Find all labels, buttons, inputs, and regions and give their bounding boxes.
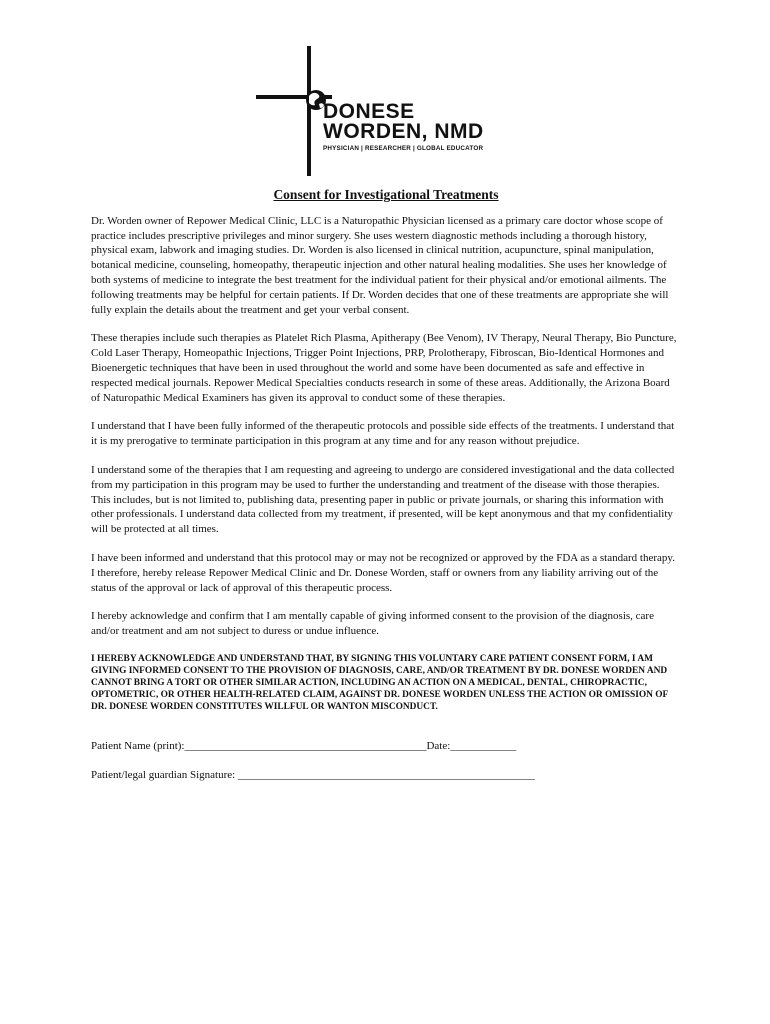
consent-document	[91, 188, 681, 797]
brand-tagline: PHYSICIAN | RESEARCHER | GLOBAL EDUCATOR	[323, 145, 484, 152]
document-title: Consent for Investigational Treatments	[273, 187, 499, 202]
paragraph-capacity: I hereby acknowledge and confirm that I am mentally capable of giving informed consent to the provision of the diagnosis, care and/or treatment and am not subject to duress or undue influence.	[91, 610, 654, 638]
paragraph-fda: I have been informed and understand that this protocol may or may not be recognized or approved by the FDA as a standard therapy. I therefore, hereby release Repower Medical Clinic and Dr. Donese Worden, staff or owners from any liability arriving out of the status of the approval or lack of approval of this therapeutic process.	[91, 551, 675, 594]
paragraph-scope: Dr. Worden owner of Repower Medical Clinic, LLC is a Naturopathic Physician licensed as a primary care doctor whose scope of practice includes prescriptive privileges and minor surgery. She uses western diagnostic methods including a thorough history, physical exam, labwork and imaging studies. Dr. Worden is also licensed in clinical nutrition, acupuncture, spinal manipulation, botanical medicine, counseling, homeopathy, therapeutic injection and other natural healing modalities. She uses her knowledge of both systems of medicine to integrate the best treatment for the individual patient for their physical and/or emotional ailments. The following treatments may be helpful for certain patients. If Dr. Worden decides that one of these treatments are appropriate she will fully explain the details about the treatment and get your verbal consent.	[91, 214, 669, 316]
paragraph-therapies: These therapies include such therapies as Platelet Rich Plasma, Apitherapy (Bee Venom), IV Therapy, Neural Therapy, Bio Puncture, Cold Laser Therapy, Homeopathic Injections, Trigger Point Injections, PRP, Prolotherapy, Fibroscan, Bio-Identical Hormones and Bioenergetic techniques that have been in used throughout the world and some have been documented as safe and effective in respected medical journals. Repower Medical Specialties conducts research in some of these areas. Additionally, the Arizona Board of Naturopathic Medical Examiners has given its approval to conduct some of these therapies.	[91, 332, 677, 404]
signature-line[interactable]: Patient/legal guardian Signature: ______________________________________________________	[91, 768, 535, 781]
paragraph-investigational: I understand some of the therapies that I am requesting and agreeing to undergo are considered investigational and the data collected from my participation in this program may be used to further the understanding and treatment of the disease with those therapies. This includes, but is not limited to, publishing data, presenting paper in public or private journals, or sharing this information with other professionals. I understand data collected from my treatment, if presented, will be kept anonymous and that my confidentiality will be protected at all times.	[91, 463, 675, 536]
brand-name-line1: DONESE	[323, 100, 415, 123]
brand-name-line2: WORDEN, NMD	[323, 120, 484, 143]
acknowledgement-clause: I HEREBY ACKNOWLEDGE AND UNDERSTAND THAT, BY SIGNING THIS VOLUNTARY CARE PATIENT CONSENT FORM, I AM GIVING INFORMED CONSENT TO THE PROVISION OF DIAGNOSIS, CARE, AND/OR TREATMENT BY DR. DONESE WORDEN AND CANNOT BRING A TORT OR OTHER SIMILAR ACTION, INCLUDING AN ACTION ON A MEDICAL, DENTAL, CHIROPRACTIC, OPTOMETRIC, OR OTHER HEALTH-RELATED CLAIM, AGAINST DR. DONESE WORDEN UNLESS THE ACTION OR OMISSION OF DR. DONESE WORDEN CONSTITUTES WILLFUL OR WANTON MISCONDUCT.	[91, 653, 668, 712]
paragraph-informed: I understand that I have been fully informed of the therapeutic protocols and possible side effects of the treatments. I understand that it is my prerogative to terminate participation in this program at any time and for any reason without prejudice.	[91, 420, 675, 448]
patient-name-line[interactable]: Patient Name (print):____________________________________________Date:____________	[91, 739, 517, 752]
clinic-logo	[256, 46, 526, 176]
